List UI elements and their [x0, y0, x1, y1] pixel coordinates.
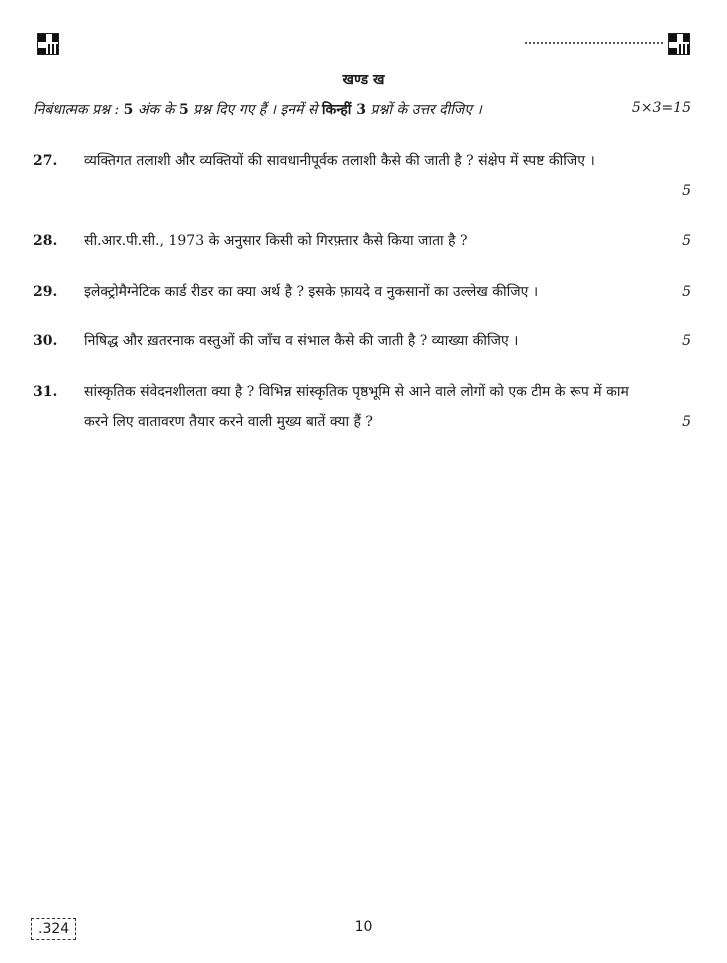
total-marks: 5×3=15 [631, 100, 691, 116]
question-29 [33, 277, 691, 307]
section-title: खण्ड ख [342, 72, 385, 88]
question-marks: 5 [682, 183, 691, 199]
question-number: 29. [33, 284, 58, 300]
question-30 [33, 326, 691, 356]
qr-code-icon [668, 33, 690, 55]
question-text: व्यक्तिगत तलाशी और व्यक्तियों की सावधानीपूर्वक तलाशी कैसे की जाती है ? संक्षेप में स्पष्ट कीजिए । [84, 153, 595, 169]
question-27 [33, 146, 691, 206]
page-number: 10 [354, 919, 373, 935]
question-number: 27. [33, 153, 58, 169]
question-number: 30. [33, 333, 58, 349]
question-marks: 5 [682, 414, 691, 430]
question-28 [33, 226, 691, 256]
question-text: इलेक्ट्रोमैग्नेटिक कार्ड रीडर का क्या अर्थ है ? इसके फ़ायदे व नुकसानों का उल्लेख कीजिए । [84, 284, 539, 300]
question-text: निषिद्ध और ख़तरनाक वस्तुओं की जाँच व संभाल कैसे की जाती है ? व्याख्या कीजिए । [84, 333, 519, 349]
qr-code-icon [37, 33, 59, 55]
question-number: 28. [33, 233, 58, 249]
dotted-line [525, 42, 663, 44]
question-marks: 5 [682, 284, 691, 300]
question-marks: 5 [682, 333, 691, 349]
question-text: सी.आर.पी.सी., 1973 के अनुसार किसी को गिरफ़्तार कैसे किया जाता है ? [84, 233, 468, 249]
question-text: सांस्कृतिक संवेदनशीलता क्या है ? विभिन्न सांस्कृतिक पृष्ठभूमि से आने वाले लोगों को एक टीम के रूप में काम करने लिए वातावरण तैयार करने वाली मुख्य बातें क्या हैं ? [84, 384, 629, 430]
instruction-text: निबंधात्मक प्रश्न : 5 अंक के 5 प्रश्न दिए गए हैं । इनमें से किन्हीं 3 प्रश्नों के उत्तर दीजिए । [33, 102, 482, 118]
paper-code: .324 [31, 918, 76, 940]
question-31 [33, 377, 691, 437]
question-number: 31. [33, 384, 58, 400]
question-marks: 5 [682, 233, 691, 249]
